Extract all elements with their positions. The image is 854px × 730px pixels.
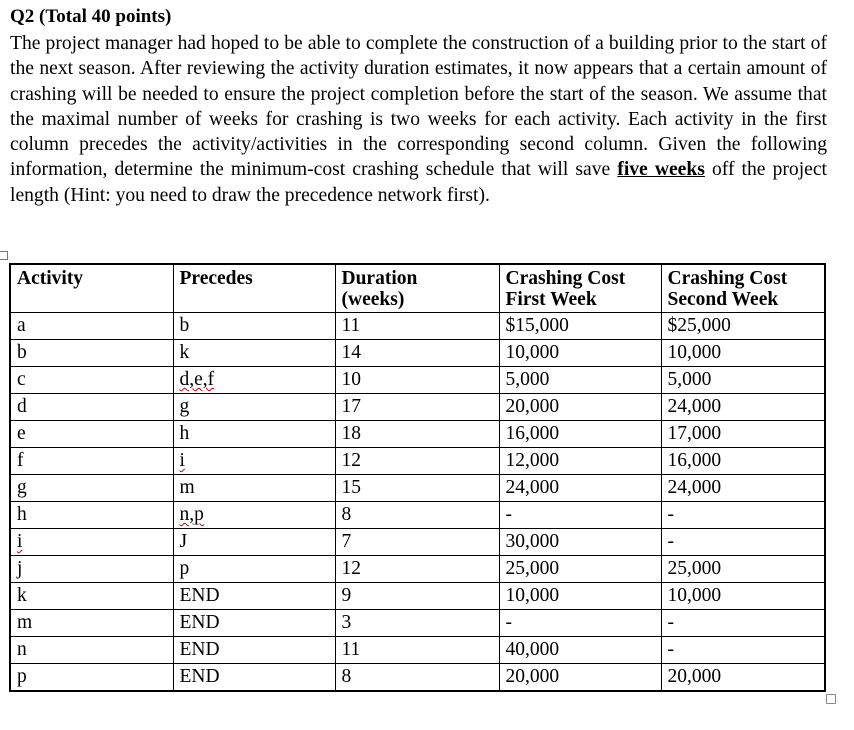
cell-precedes: END xyxy=(173,664,335,692)
cell-precedes: g xyxy=(173,394,335,421)
cell-second: $25,000 xyxy=(661,313,825,340)
cell-duration: 17 xyxy=(335,394,499,421)
cell-first: 10,000 xyxy=(499,583,661,610)
cell-first: 25,000 xyxy=(499,556,661,583)
cell-duration: 14 xyxy=(335,340,499,367)
table-row xyxy=(10,502,825,529)
cell-duration: 18 xyxy=(335,421,499,448)
cell-second: 10,000 xyxy=(661,340,825,367)
activity-table xyxy=(9,263,826,692)
cell-activity: h xyxy=(10,502,173,529)
table-row xyxy=(10,610,825,637)
cell-first: 20,000 xyxy=(499,664,661,692)
table-row xyxy=(10,340,825,367)
emphasis-five-weeks: five weeks xyxy=(617,159,705,181)
cell-duration: 8 xyxy=(335,502,499,529)
cell-precedes xyxy=(173,448,335,475)
header-crash-second: Crashing Cost Second Week xyxy=(661,264,825,313)
cell-duration: 7 xyxy=(335,529,499,556)
cell-activity: p xyxy=(10,664,173,692)
cell-activity: g xyxy=(10,475,173,502)
cell-duration: 3 xyxy=(335,610,499,637)
question-text-after: off the project length (Hint: you need to draw the precedence network first). xyxy=(10,159,827,206)
cell-activity: d xyxy=(10,394,173,421)
cell-first: 12,000 xyxy=(499,448,661,475)
cell-precedes: h xyxy=(173,421,335,448)
cell-activity: b xyxy=(10,340,173,367)
cell-duration: 11 xyxy=(335,637,499,664)
cell-precedes xyxy=(173,502,335,529)
cell-activity: a xyxy=(10,313,173,340)
cell-first: 40,000 xyxy=(499,637,661,664)
cell-activity: m xyxy=(10,610,173,637)
cell-first: 5,000 xyxy=(499,367,661,394)
table-row xyxy=(10,421,825,448)
header-activity: Activity xyxy=(10,264,173,313)
question-text-before: The project manager had hoped to be able to complete the construction of a building prior to the start of the next season. After reviewing the activity duration estimates, it now appears that a certain amount of crashing will be needed to ensure the project completion before the start of the season. We assume that the maximal number of weeks for crashing is two weeks for each activity. Each activity in the first column precedes the activity/activities in the corresponding second column. Given the following information, determine the minimum-cost crashing schedule that will save xyxy=(10,33,827,181)
cell-first: - xyxy=(499,610,661,637)
table-resize-handle[interactable] xyxy=(826,694,836,704)
cell-duration: 12 xyxy=(335,556,499,583)
cell-first: 10,000 xyxy=(499,340,661,367)
header-duration: Duration (weeks) xyxy=(335,264,499,313)
spell-check-text: i xyxy=(17,531,23,552)
table-row xyxy=(10,313,825,340)
cell-precedes: J xyxy=(173,529,335,556)
cell-activity: e xyxy=(10,421,173,448)
cell-second: 17,000 xyxy=(661,421,825,448)
cell-activity: j xyxy=(10,556,173,583)
table-row xyxy=(10,394,825,421)
cell-precedes: p xyxy=(173,556,335,583)
table-row xyxy=(10,475,825,502)
cell-second: 5,000 xyxy=(661,367,825,394)
table-row xyxy=(10,367,825,394)
cell-activity xyxy=(10,529,173,556)
cell-second: - xyxy=(661,637,825,664)
spell-check-text: n,p xyxy=(179,504,204,525)
table-row xyxy=(10,637,825,664)
cell-duration: 15 xyxy=(335,475,499,502)
cell-precedes xyxy=(173,367,335,394)
cell-second: - xyxy=(661,610,825,637)
cell-duration: 9 xyxy=(335,583,499,610)
cell-first: $15,000 xyxy=(499,313,661,340)
table-row xyxy=(10,583,825,610)
spell-check-text: d,e,f xyxy=(179,369,215,390)
header-crash-first: Crashing Cost First Week xyxy=(499,264,661,313)
cell-activity: f xyxy=(10,448,173,475)
cell-second: - xyxy=(661,502,825,529)
cell-first: 30,000 xyxy=(499,529,661,556)
cell-second: 16,000 xyxy=(661,448,825,475)
table-row xyxy=(10,448,825,475)
cell-second: 24,000 xyxy=(661,394,825,421)
cell-first: - xyxy=(499,502,661,529)
cell-second: - xyxy=(661,529,825,556)
header-precedes: Precedes xyxy=(173,264,335,313)
cell-precedes: END xyxy=(173,583,335,610)
cell-activity: c xyxy=(10,367,173,394)
cell-second: 10,000 xyxy=(661,583,825,610)
table-row xyxy=(10,529,825,556)
cell-precedes: b xyxy=(173,313,335,340)
question-text xyxy=(10,31,827,208)
cell-activity: n xyxy=(10,637,173,664)
cell-first: 20,000 xyxy=(499,394,661,421)
cell-precedes: END xyxy=(173,637,335,664)
cell-activity: k xyxy=(10,583,173,610)
table-move-handle[interactable] xyxy=(0,251,8,260)
cell-duration: 10 xyxy=(335,367,499,394)
cell-precedes: m xyxy=(173,475,335,502)
cell-first: 24,000 xyxy=(499,475,661,502)
header-row xyxy=(10,264,825,313)
question-title: Q2 (Total 40 points) xyxy=(10,6,172,27)
table-row xyxy=(10,556,825,583)
cell-second: 20,000 xyxy=(661,664,825,692)
cell-precedes: END xyxy=(173,610,335,637)
cell-precedes: k xyxy=(173,340,335,367)
cell-second: 25,000 xyxy=(661,556,825,583)
spell-check-text: i xyxy=(179,450,185,471)
cell-second: 24,000 xyxy=(661,475,825,502)
cell-duration: 8 xyxy=(335,664,499,692)
cell-first: 16,000 xyxy=(499,421,661,448)
table-row xyxy=(10,664,825,692)
cell-duration: 11 xyxy=(335,313,499,340)
cell-duration: 12 xyxy=(335,448,499,475)
